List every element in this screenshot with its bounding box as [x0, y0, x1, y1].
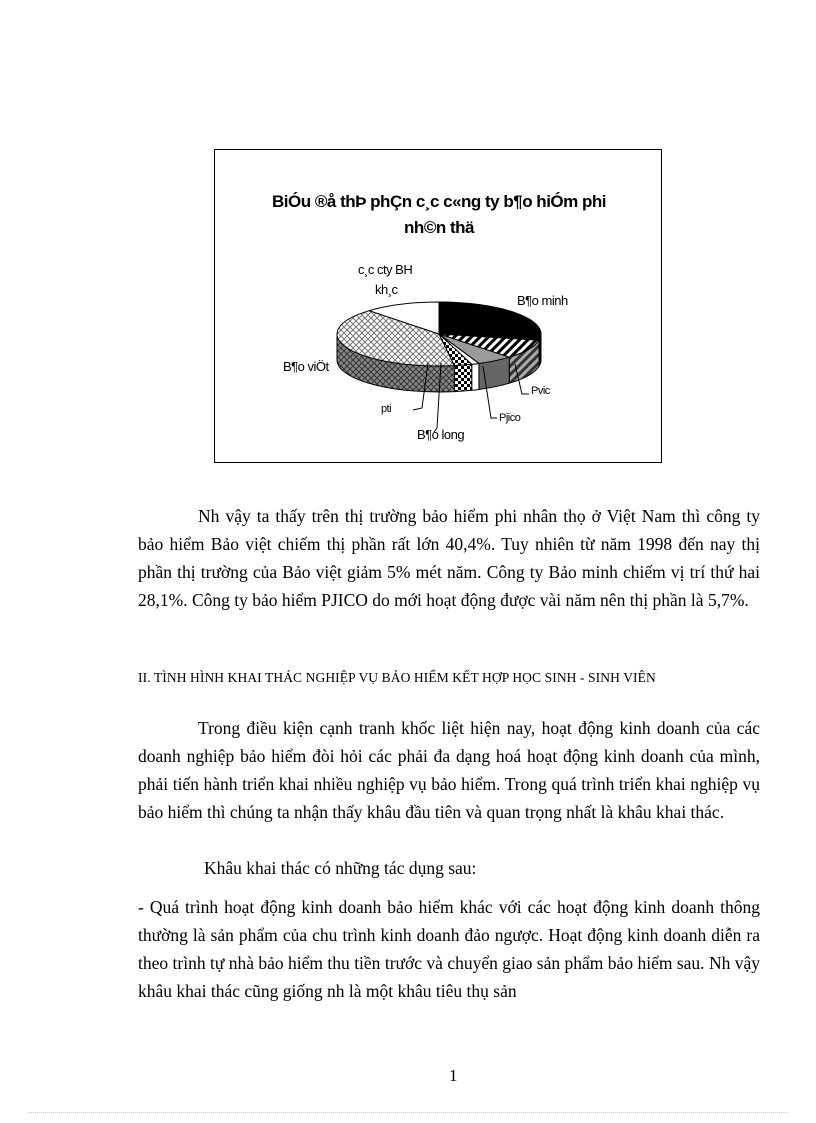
page-bottom-divider — [28, 1112, 788, 1113]
paragraph-market-share-lead: Nh — [198, 506, 220, 526]
pie-slice-pti-side — [454, 364, 471, 391]
label-pjico: Pjico — [499, 412, 521, 424]
pie-slice-b-o-long-side — [472, 363, 479, 390]
pie-chart-frame — [214, 149, 662, 463]
label-khac-line2: kh¸c — [375, 282, 398, 297]
paragraph-market-share-text: vậy ta thấy trên thị trường bảo hiểm phi nhân thọ ở Việt Nam thì công ty bảo hiểm Bảo việt chiếm thị phần rất lớn 40,4%. Tuy nhiên từ năm 1998 đến nay thị phần thị trường của Bảo việt giảm 5% mét năm. Công ty Bảo minh chiếm vị trí thứ hai 28,1%. Công ty bảo hiểm PJICO do mới hoạt động được vài năm nên thị phần là 5,7%. — [138, 506, 760, 610]
label-khac-line1: c¸c cty BH — [358, 262, 413, 277]
paragraph-process: - Quá trình hoạt động kinh doanh bảo hiểm khác với các hoạt động kinh doanh thông thường là sản phẩm của chu trình kinh doanh đảo ngược. Hoạt động kinh doanh diễn ra theo trình tự nhà bảo hiểm thu tiền trước và chuyển giao sản phẩm bảo hiểm sau. Nh vậy khâu khai thác cũng giống nh là một khâu tiêu thụ sản — [138, 897, 760, 1001]
chart-title-line1: BiÓu ®å thÞ phÇn c¸c c«ng ty b¶o hiÓm phi — [272, 192, 606, 211]
label-bao-minh: B¶o minh — [517, 293, 568, 308]
label-bao-long: B¶o long — [417, 427, 465, 442]
chart-title-line2: nh©n thä — [404, 218, 474, 237]
page-number: 1 — [449, 1066, 458, 1085]
label-bao-viet: B¶o viÖt — [283, 359, 329, 374]
section-heading: II. TÌNH HÌNH KHAI THÁC NGHIỆP VỤ BẢO HIỂM KẾT HỢP HỌC SINH - SINH VIÊN — [138, 670, 656, 685]
paragraph-effects-intro — [138, 854, 760, 882]
label-pvic: Pvic — [531, 385, 550, 397]
paragraph-competition-text: Trong điều kiện cạnh tranh khốc liệt hiện nay, hoạt động kinh doanh của các doanh nghiệp bảo hiểm đòi hỏi các phải đa dạng hoá hoạt động kinh doanh của mình, phải tiến hành triển khai nhiều nghiệp vụ bảo hiểm. Trong quá trình triển khai nghiệp vụ bảo hiểm thì chúng ta nhận thấy khâu đầu tiên và quan trọng nhất là khâu khai thác. — [138, 718, 760, 822]
label-pti: pti — [381, 403, 392, 415]
paragraph-market-share — [138, 502, 760, 614]
paragraph-effects-intro-text: Khâu khai thác có những tác dụng sau: — [204, 858, 477, 878]
paragraph-competition — [138, 714, 760, 826]
